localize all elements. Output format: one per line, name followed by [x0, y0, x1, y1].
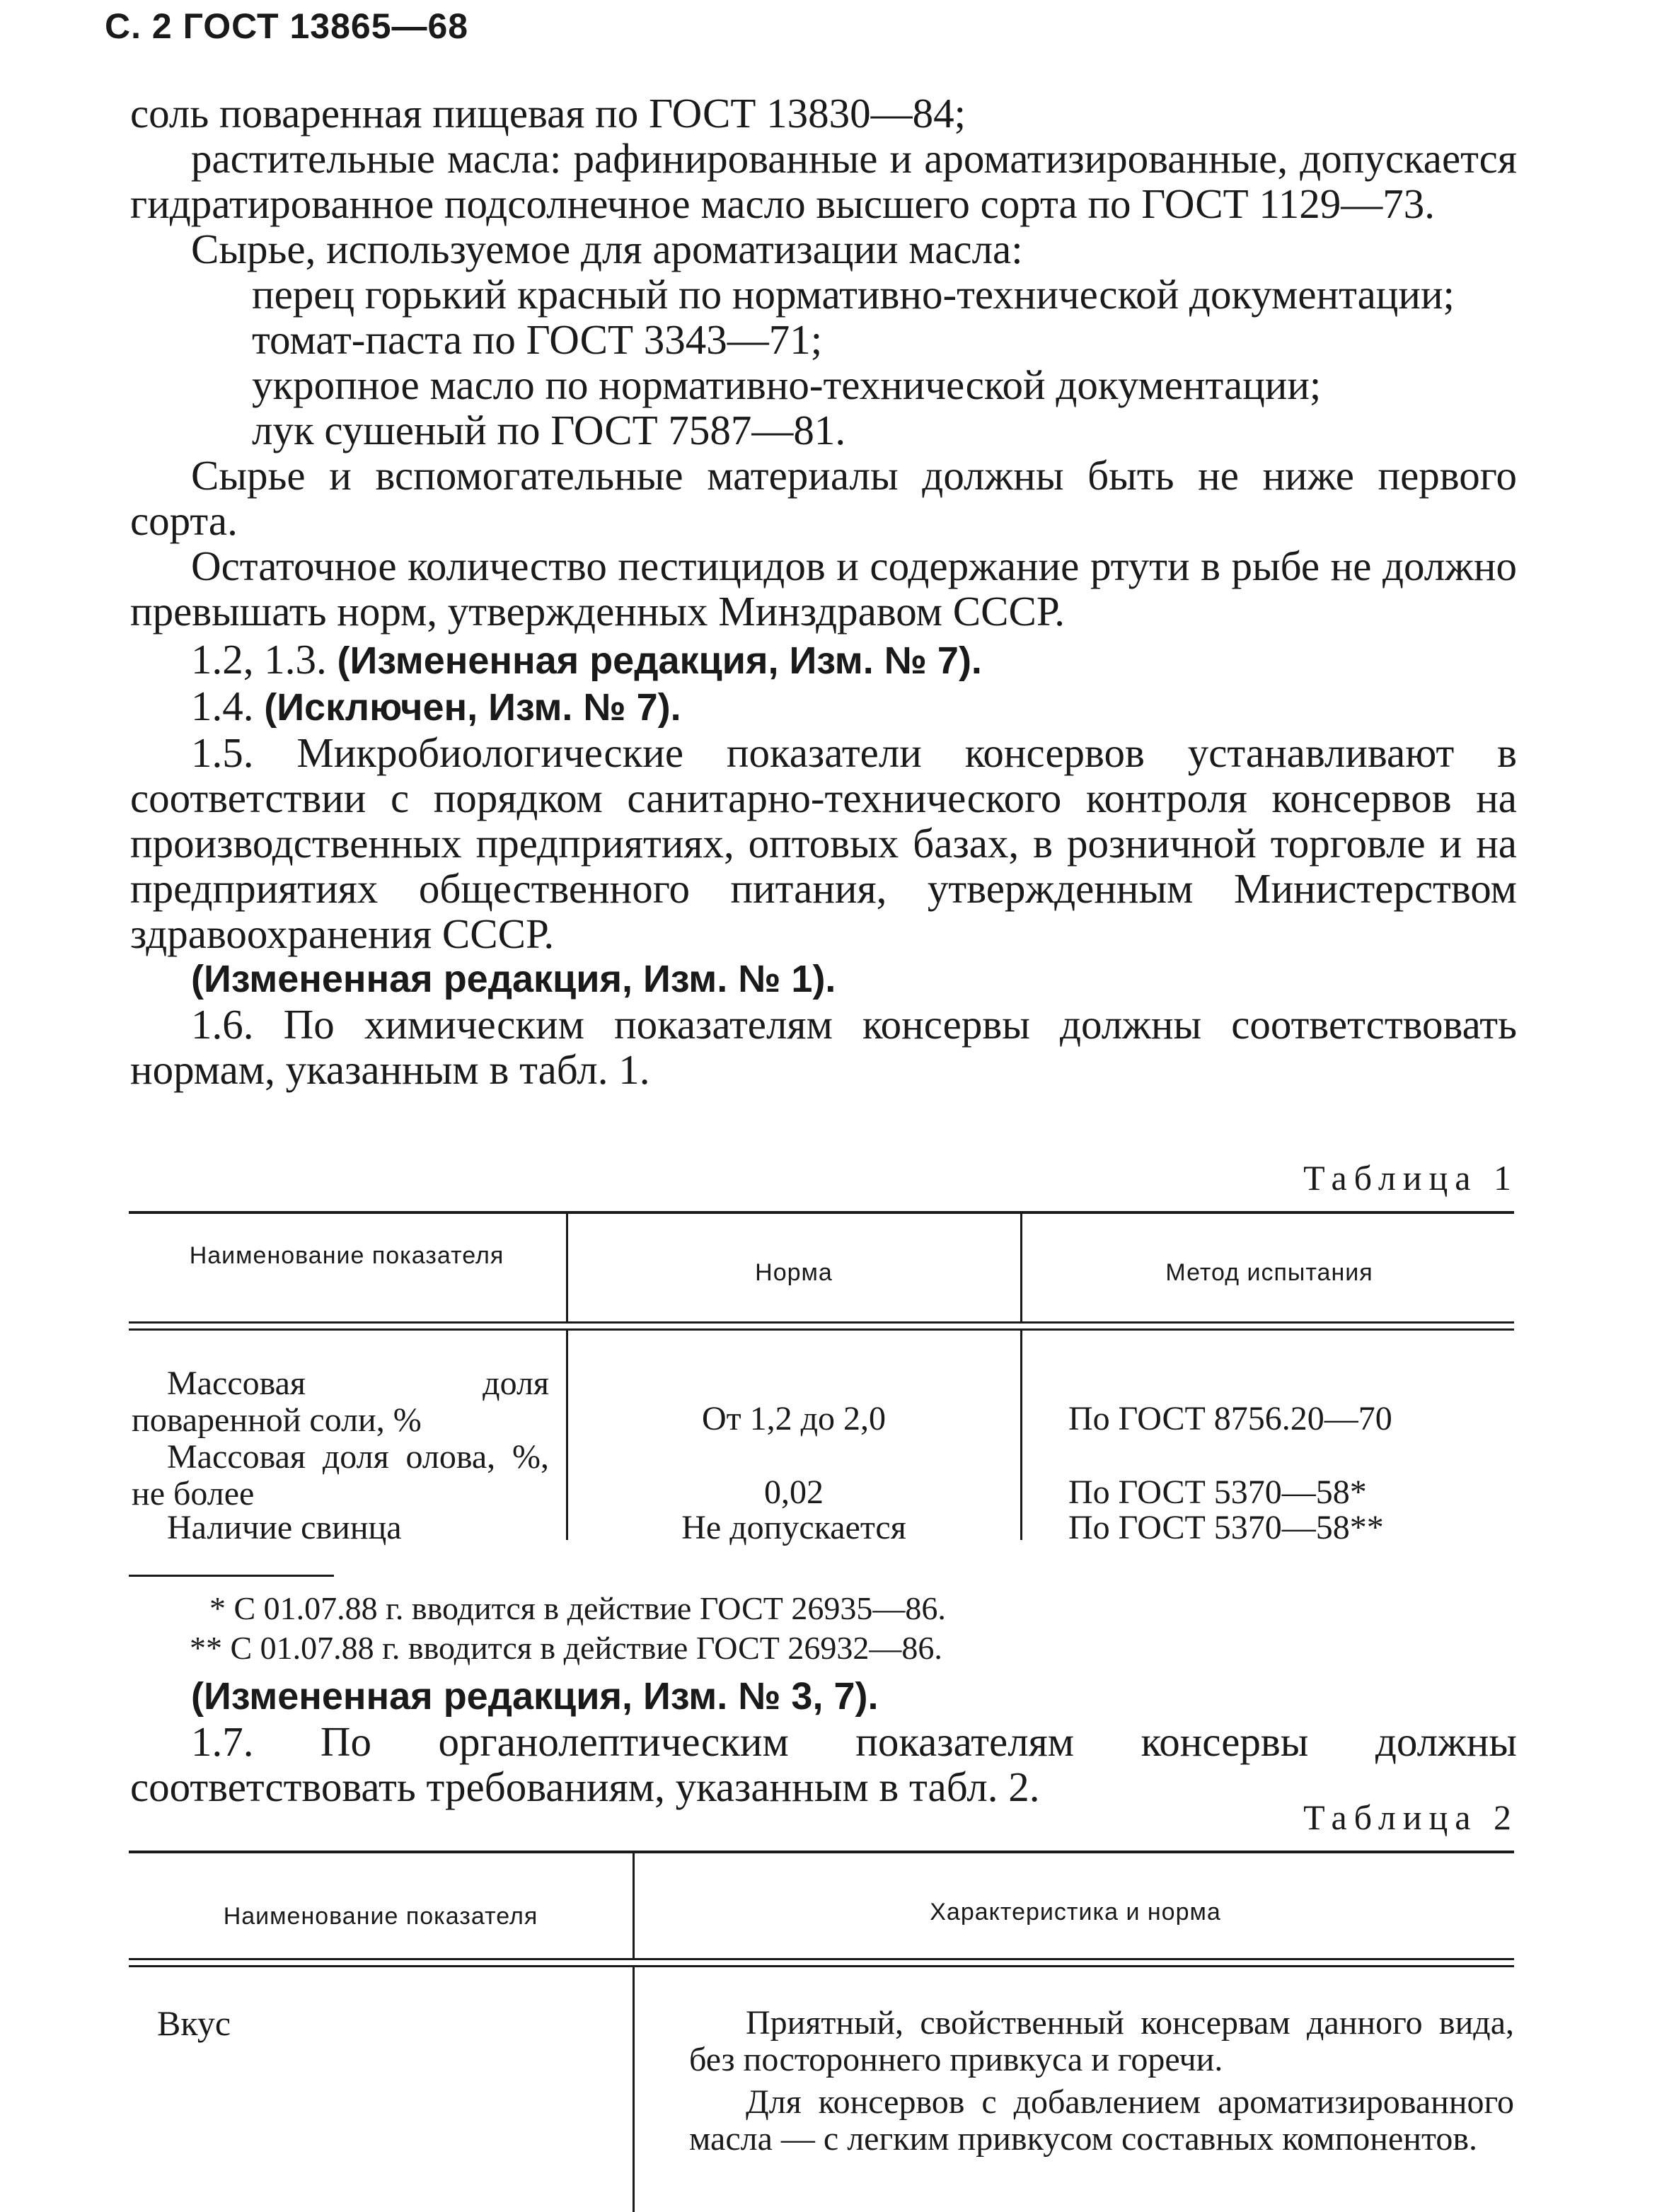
amendment-note: (Измененная редакция, Изм. № 1). [191, 958, 836, 1000]
paragraph: соль поваренная пищевая по ГОСТ 13830—84; [130, 90, 966, 137]
footnote: ** С 01.07.88 г. вводится в действие ГОСТ 26932—86. [190, 1630, 942, 1666]
amendment-note: (Измененная редакция, Изм. № 3, 7). [191, 1675, 879, 1718]
amendment-line [130, 683, 1517, 730]
table1-row-norm: Не допускается [681, 1509, 906, 1546]
table2-value: Для консервов с добавлением ароматизированного масла — с легким привкусом составных компонентов. [689, 2083, 1514, 2158]
table1-col-divider [566, 1214, 568, 1321]
table1-col-divider [1020, 1214, 1022, 1321]
table1-row-norm: От 1,2 до 2,0 [701, 1400, 887, 1437]
body-text [130, 91, 1517, 1092]
paragraph: 1.5. Микробиологические показатели консервов устанавливают в соответствии с порядком санитарно-технического контроля консервов на производственных предприятиях, оптовых базах, в розничной торговле и на предприятиях общественного питания, утвержденным Министерством здравоохранения СССР. [130, 729, 1517, 957]
body-text-after-table [130, 1674, 1517, 1809]
table1-row-name: Наличие свинца [167, 1509, 402, 1546]
table1-row-method: По ГОСТ 5370—58* [1068, 1473, 1367, 1511]
table2-row-name: Вкус [157, 2003, 231, 2043]
table1-row-norm: 0,02 [764, 1473, 824, 1511]
table2-header-name: Наименование показателя [223, 1903, 538, 1930]
paragraph: перец горький красный по нормативно-технической документации; [252, 271, 1455, 318]
table1-top-rule [129, 1211, 1514, 1214]
amendment-note: (Измененная редакция, Изм. № 7). [337, 639, 982, 682]
table2-col-divider [633, 1853, 635, 1958]
table2-row-values [689, 2005, 1514, 2158]
paragraph: лук сушеный по ГОСТ 7587—81. [252, 407, 846, 453]
table2-header-rule [129, 1958, 1514, 1960]
paragraph: Сырье и вспомогательные материалы должны быть не ниже первого сорта. [130, 452, 1517, 544]
table2-caption: Таблица 2 [1303, 1797, 1518, 1837]
table2-header-characteristic: Характеристика и норма [930, 1899, 1221, 1926]
paragraph: Остаточное количество пестицидов и содержание ртути в рыбе не должно превышать норм, утвержденных Минздравом СССР. [130, 543, 1517, 635]
paragraph: Сырье, используемое для ароматизации масла: [191, 226, 1023, 272]
table1-row-method: По ГОСТ 8756.20—70 [1068, 1400, 1392, 1437]
clause-number: 1.2, 1.3. [191, 636, 327, 683]
table1-header-norm: Норма [755, 1259, 833, 1286]
table1-row-name: Массовая доля поваренной соли, % [132, 1365, 549, 1439]
footnote-rule [129, 1575, 334, 1577]
table1-header-rule [129, 1328, 1514, 1331]
page-header: С. 2 ГОСТ 13865—68 [105, 6, 469, 46]
table1-caption: Таблица 1 [1303, 1158, 1518, 1198]
table2-col-divider [633, 1967, 635, 2212]
paragraph: 1.6. По химическим показателям консервы должны соответствовать нормам, указанным в табл. 1. [130, 1001, 1517, 1093]
footnote: * С 01.07.88 г. вводится в действие ГОСТ 26935—86. [209, 1590, 946, 1626]
table1-header-method: Метод испытания [1165, 1259, 1373, 1286]
paragraph: укропное масло по нормативно-технической документации; [252, 361, 1322, 408]
paragraph: растительные масла: рафинированные и ароматизированные, допускается гидратированное подсолнечное масло высшего сорта по ГОСТ 1129—73. [130, 135, 1517, 227]
amendment-note: (Исключен, Изм. № 7). [264, 686, 681, 729]
table2-value: Приятный, свойственный консервам данного вида, без постороннего привкуса и горечи. [689, 2004, 1514, 2078]
table1-header-rule [129, 1321, 1514, 1324]
table1-col-divider [566, 1331, 568, 1540]
paragraph: томат-паста по ГОСТ 3343—71; [252, 316, 823, 363]
paragraph: 1.7. По органолептическим показателям консервы должны соответствовать требованиям, указанным в табл. 2. [130, 1718, 1517, 1810]
amendment-line [130, 637, 1517, 683]
table1-row-name: Массовая доля олова, %, не более [132, 1438, 549, 1512]
table1-row-method: По ГОСТ 5370—58** [1068, 1509, 1384, 1546]
table1-col-divider [1020, 1331, 1022, 1540]
table2-top-rule [129, 1851, 1514, 1853]
table1-header-name: Наименование показателя [189, 1242, 504, 1269]
table2-header-rule [129, 1965, 1514, 1967]
clause-number: 1.4. [191, 683, 254, 729]
